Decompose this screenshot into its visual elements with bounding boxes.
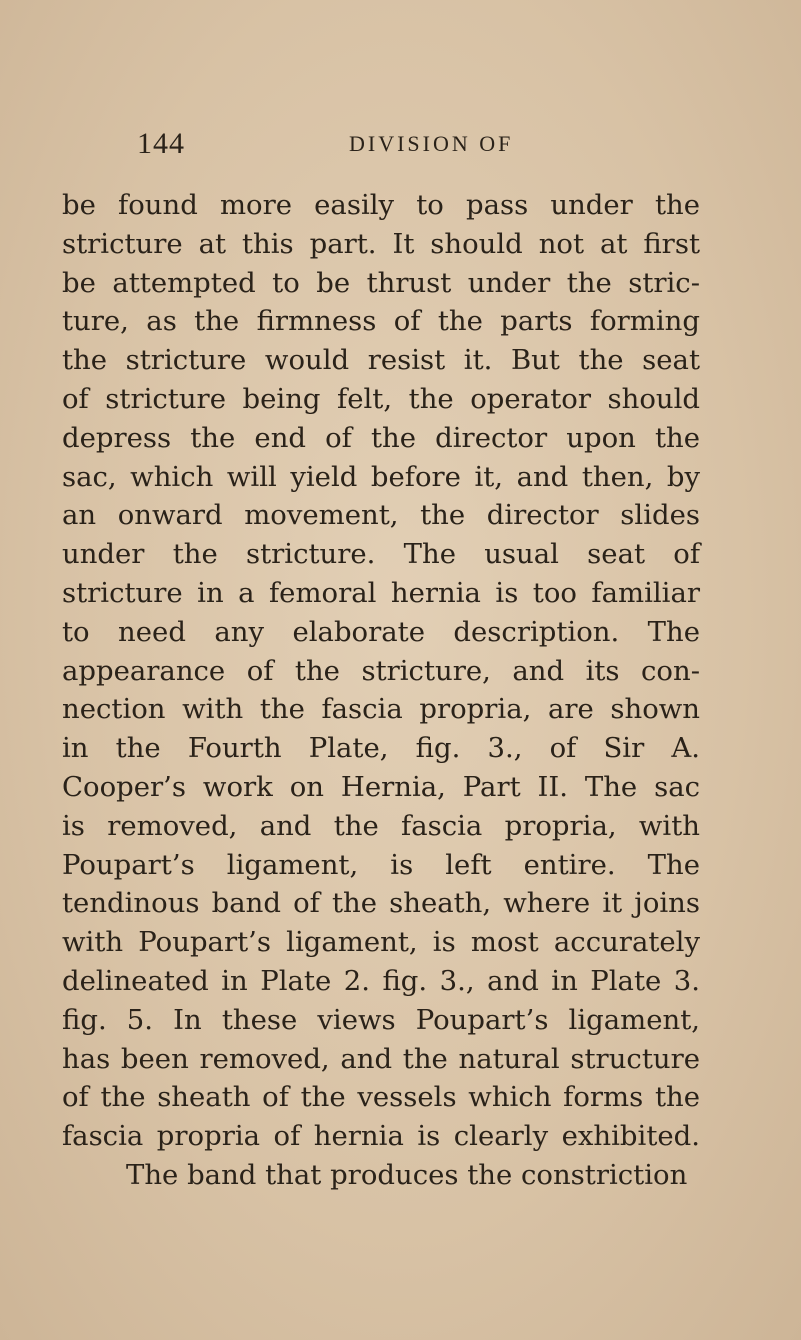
text-line: under the stricture. The usual seat of: [62, 538, 700, 571]
text-line: the stricture would resist it. But the seat: [62, 344, 700, 377]
text-line: nection with the fascia propria, are shown: [62, 693, 700, 726]
text-line: fig. 5. In these views Poupart’s ligament,: [62, 1003, 700, 1036]
text-line: appearance of the stricture, and its con-: [62, 654, 700, 687]
text-line: is removed, and the fascia propria, with: [62, 809, 700, 842]
text-line: to need any elaborate description. The: [62, 615, 700, 648]
text-line: Poupart’s ligament, is left entire. The: [62, 848, 700, 881]
text-line: depress the end of the director upon the: [62, 421, 700, 454]
text-line: stricture at this part. It should not at first: [62, 227, 700, 260]
text-line: fascia propria of hernia is clearly exhibited.: [62, 1120, 700, 1153]
text-line: Cooper’s work on Hernia, Part II. The sac: [62, 770, 700, 803]
text-line: be found more easily to pass under the: [62, 189, 700, 221]
text-line: has been removed, and the natural structure: [62, 1042, 700, 1075]
text-line: of stricture being felt, the operator should: [62, 382, 700, 415]
text-line: stricture in a femoral hernia is too familiar: [62, 576, 700, 609]
text-line: in the Fourth Plate, fig. 3., of Sir A.: [62, 732, 700, 765]
text-line: ture, as the firmness of the parts forming: [62, 305, 700, 338]
text-line: sac, which will yield before it, and then, by: [62, 460, 700, 493]
page-header: [137, 127, 717, 167]
text-line: delineated in Plate 2. fig. 3., and in Plate 3.: [62, 964, 700, 997]
page-number: 144: [137, 127, 185, 160]
text-line: of the sheath of the vessels which forms the: [62, 1081, 700, 1114]
text-line: an onward movement, the director slides: [62, 499, 700, 532]
text-line: be attempted to be thrust under the stric-: [62, 266, 700, 299]
text-line: with Poupart’s ligament, is most accurately: [62, 926, 700, 959]
text-line: tendinous band of the sheath, where it joins: [62, 887, 700, 920]
text-line: The band that produces the constriction: [126, 1158, 688, 1191]
body-text: [62, 186, 700, 1195]
running-head: DIVISION OF: [349, 131, 514, 156]
